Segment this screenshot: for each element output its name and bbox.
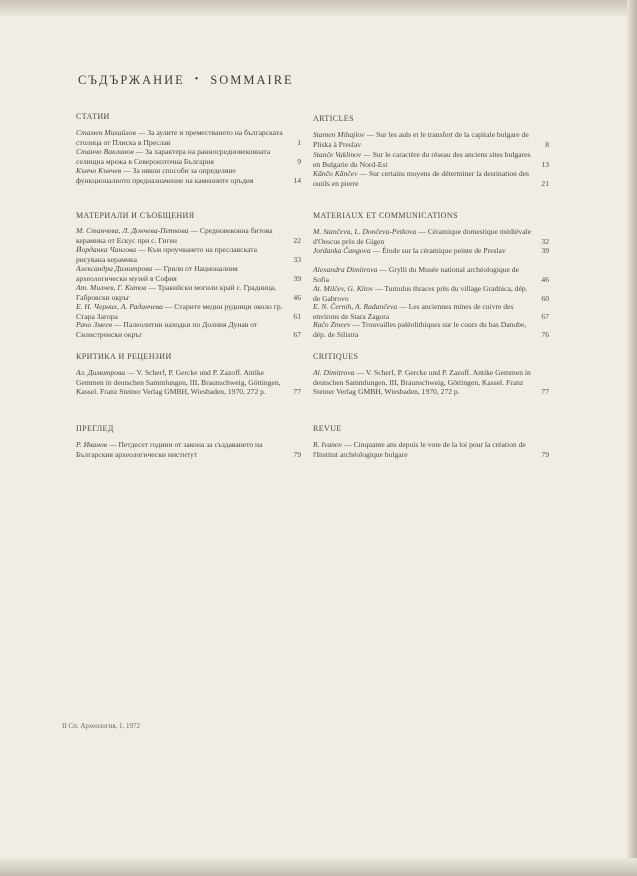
entry-title: — Étude sur la céramique peinte de Preslav xyxy=(370,246,506,255)
entry-page-number: 9 xyxy=(297,156,301,166)
entry-page-number: 61 xyxy=(293,311,301,321)
entry-author: Račo Zmeev xyxy=(313,320,351,329)
page-edge-top xyxy=(0,0,637,16)
contents-entry xyxy=(313,302,549,321)
entry-title: — V. Scherf, P. Gercke und P. Zazoff. Antike Gemmen in deutschen Sammlungen, III, Braunschweig, Göttingen, Kassel. Franz Steiner Verlag GMBH, Wiesbaden, 1970, 272 p. xyxy=(76,368,281,397)
entry-author: R. Ivanov xyxy=(313,440,343,449)
entry-page-number: 46 xyxy=(293,292,301,302)
entry-text xyxy=(76,320,285,339)
entry-author: Jordanka Čangova xyxy=(313,246,371,255)
entry-author: Стамен Михайлов xyxy=(76,128,136,137)
entry-page-number: 22 xyxy=(293,235,301,245)
entry-page-number: 39 xyxy=(293,273,301,283)
entry-page-number: 39 xyxy=(541,246,549,255)
contents-entry xyxy=(313,368,549,397)
entry-page-number: 79 xyxy=(293,449,301,459)
contents-entry xyxy=(76,320,301,339)
entry-text xyxy=(76,166,285,185)
entry-title: — Тракийски могили край с. Градница, Габровски окръг xyxy=(76,283,277,302)
entry-text xyxy=(76,226,285,245)
entry-author: Ал. Димитрова xyxy=(76,368,126,377)
contents-entry xyxy=(76,368,301,397)
contents-entry xyxy=(76,128,301,147)
entry-text xyxy=(76,147,285,166)
contents-entry xyxy=(313,150,549,169)
title-separator: • xyxy=(194,74,201,85)
contents-entry xyxy=(313,265,549,284)
title-french: SOMMAIRE xyxy=(210,73,294,87)
contents-entry xyxy=(313,284,549,303)
contents-entry xyxy=(76,440,301,459)
entry-title: — Les anciennes mines de cuivre des environs de Stara Zagora xyxy=(313,302,514,321)
section-title: СТАТИИ xyxy=(76,112,110,121)
contents-entry xyxy=(313,320,549,339)
entry-text xyxy=(313,284,533,303)
page-title xyxy=(78,73,294,88)
entry-author: Станчо Ваклинов xyxy=(76,147,134,156)
entry-title: — За някои способи за определяне функционалното предназначение на каменните оръдия xyxy=(76,166,254,185)
entry-page-number: 77 xyxy=(541,387,549,397)
entry-text xyxy=(76,264,285,283)
entry-text xyxy=(76,368,285,397)
entry-author: Alexandra Dimitrova xyxy=(313,265,378,274)
entry-title: — Старите медни рудници около гр. Стара Загора xyxy=(76,302,283,321)
entry-page-number: 1 xyxy=(297,137,301,147)
contents-entry xyxy=(313,169,549,188)
page-edge-bottom xyxy=(0,858,637,876)
contents-entry xyxy=(76,283,301,302)
entry-text xyxy=(313,227,533,246)
entry-title: — Sur les auls et le transfert de la capitale bulgare de Pliska à Preslav xyxy=(313,130,529,149)
entry-text xyxy=(313,302,533,321)
entry-text xyxy=(313,246,533,256)
section-title: ARTICLES xyxy=(313,114,354,123)
contents-entry xyxy=(76,245,301,264)
title-bulgarian: СЪДЪРЖАНИЕ xyxy=(78,73,185,87)
entry-author: M. Stančeva, L. Dončeva-Petkova xyxy=(313,227,417,236)
page-footer: II Сп. Археология, 1, 1972 xyxy=(62,722,141,730)
entry-text xyxy=(76,440,285,459)
entry-page-number: 21 xyxy=(541,178,549,188)
entry-page-number: 46 xyxy=(541,274,549,284)
entry-author: At. Milčev, G. Kitov xyxy=(313,284,374,293)
contents-entry xyxy=(76,147,301,166)
contents-entry xyxy=(76,226,301,245)
entry-page-number: 67 xyxy=(541,311,549,321)
entry-page-number: 33 xyxy=(293,254,301,264)
entry-title: — Grylli du Musée national archéologique de Sofia xyxy=(313,265,519,284)
entry-text xyxy=(313,150,533,169)
entry-page-number: 60 xyxy=(541,293,549,303)
entry-title: — За аулите и преместването на българската столица от Плиска в Преслав xyxy=(76,128,283,147)
entry-text xyxy=(76,128,285,147)
contents-entry xyxy=(313,246,549,256)
entry-title: — Средновековна битова керамика от Ескус при с. Гиген xyxy=(76,226,273,245)
entry-title: — Trouvailles paléolithiques sur le cours du bas Danube, dép. de Silistra xyxy=(313,320,527,339)
entry-page-number: 8 xyxy=(545,139,549,149)
entry-text xyxy=(313,368,533,397)
entry-page-number: 13 xyxy=(541,159,549,169)
page-edge-right xyxy=(627,0,637,876)
entry-title: — Sur le caractère du réseau des anciens sites bulgares en Bulgarie du Nord-Est xyxy=(313,150,531,169)
entry-author: Е. Н. Черних, А. Раданчева xyxy=(76,302,163,311)
entry-page-number: 67 xyxy=(293,329,301,339)
entry-author: Йорданка Чангова xyxy=(76,245,137,254)
entry-text xyxy=(76,283,285,302)
entry-author: Р. Иванов xyxy=(76,440,108,449)
entry-title: — За характера на ранносредновековната селищна мрежа в Североизточна България xyxy=(76,147,271,166)
entry-author: E. N. Černih, A. Radančeva xyxy=(313,302,398,311)
entry-author: Ат. Милчев, Г. Китов xyxy=(76,283,147,292)
entry-text xyxy=(76,245,285,264)
entry-title: — Tumulus thraces près du village Gradnica, dép. de Gabrovo xyxy=(313,284,528,303)
entry-author: Al. Dimitrova xyxy=(313,368,355,377)
contents-entry xyxy=(313,227,549,246)
entry-title: — Грили от Националния археологически музей в София xyxy=(76,264,238,283)
contents-entry xyxy=(76,264,301,283)
entry-page-number: 14 xyxy=(293,175,301,185)
entry-author: Kănčo Kănčev xyxy=(313,169,358,178)
entry-text xyxy=(313,169,533,188)
entry-page-number: 79 xyxy=(541,449,549,459)
contents-entry xyxy=(76,166,301,185)
entry-text xyxy=(313,130,533,149)
entry-title: — V. Scherf, P. Gercke und P. Zazoff. Antike Gemmen in deutschen Sammlungen, III, Braunschweig, Göttingen, Kassel. Franz Steiner Verlag GMBH, Wiesbaden, 1970, 272 p. xyxy=(313,368,531,397)
entry-author: Александра Димитрова xyxy=(76,264,153,273)
section-title: REVUE xyxy=(313,424,342,433)
entry-title: — Към проучването на преславската рисувана керамика xyxy=(76,245,258,264)
section-title: ПРЕГЛЕД xyxy=(76,424,114,433)
entry-title: — Петдесет години от закона за създаването на Българския археологически институт xyxy=(76,440,263,459)
section-title: КРИТИКА И РЕЦЕНЗИИ xyxy=(76,352,172,361)
section-title: MATERIAUX ET COMMUNICATIONS xyxy=(313,211,458,220)
entry-page-number: 76 xyxy=(541,329,549,339)
section-title: CRITIQUES xyxy=(313,352,359,361)
section-title: МАТЕРИАЛИ И СЪОБЩЕНИЯ xyxy=(76,211,195,220)
entry-title: — Cinquante ans depuis le vote de la loi pour la création de l'Institut archéologique bulgare xyxy=(313,440,526,459)
entry-title: — Céramique domestique médiévale d'Oescus près de Gigen xyxy=(313,227,532,246)
entry-text xyxy=(313,320,533,339)
entry-text xyxy=(76,302,285,321)
entry-page-number: 32 xyxy=(541,236,549,246)
entry-title: — Палеолитни находки по Долния Дунав от Силистренски окръг xyxy=(76,320,258,339)
contents-entry xyxy=(76,302,301,321)
entry-text xyxy=(313,440,533,459)
entry-page-number: 77 xyxy=(293,387,301,397)
contents-entry xyxy=(313,440,549,459)
entry-text xyxy=(313,265,533,284)
entry-author: Кънчо Кънчев xyxy=(76,166,122,175)
entry-author: Stamen Mihajlov xyxy=(313,130,365,139)
entry-title: — Sur certains moyens de déterminer la destination des outils en pierre xyxy=(313,169,529,188)
contents-entry xyxy=(313,130,549,149)
entry-author: Stanče Vaklinov xyxy=(313,150,362,159)
entry-author: Рачо Змеев xyxy=(76,320,113,329)
entry-author: М. Станчева, Л. Дончева-Петкова xyxy=(76,226,189,235)
